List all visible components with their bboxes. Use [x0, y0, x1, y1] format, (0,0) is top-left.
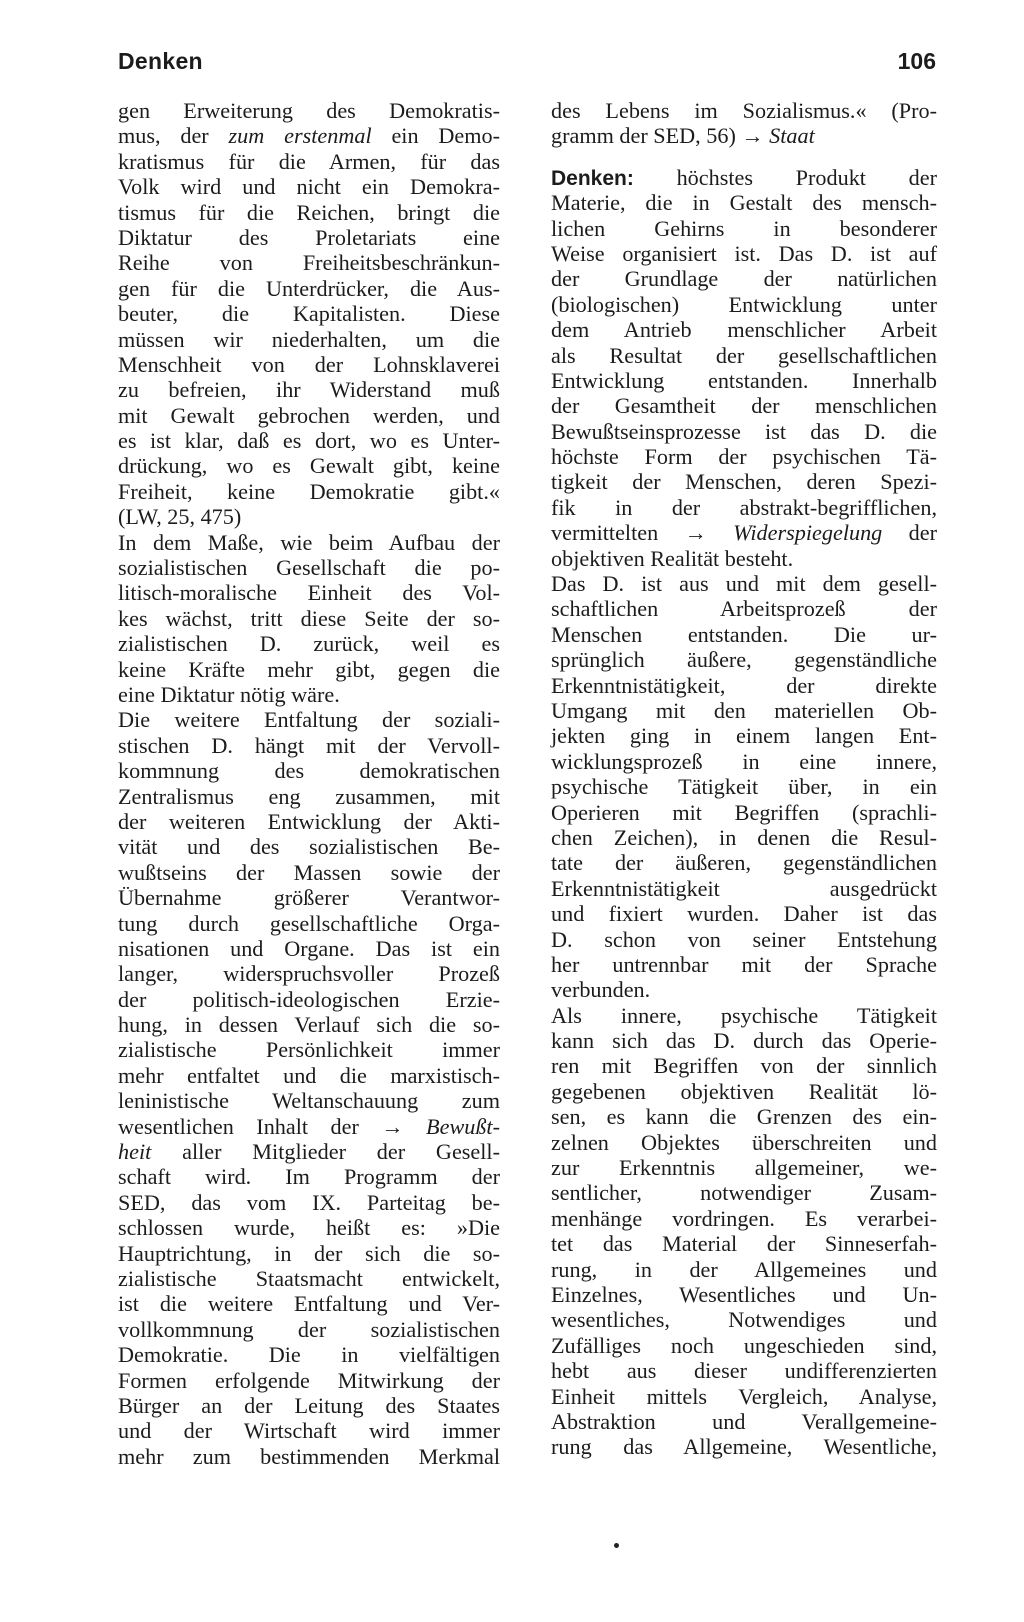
right-text-column [551, 98, 937, 1460]
text-line [118, 225, 500, 250]
text-segment: es ist klar, daß es dort, wo es Unter- [118, 428, 500, 454]
text-line [551, 190, 937, 215]
text-line [551, 469, 937, 494]
text-segment: rung, in der Allgemeines und [551, 1256, 937, 1282]
text-segment: nisationen und Organe. Das ist ein [118, 935, 500, 961]
text-line [118, 707, 500, 732]
text-line [551, 1028, 937, 1053]
text-line [118, 149, 500, 174]
text-line [551, 444, 937, 469]
text-segment: Das D. ist aus und mit dem gesell- [551, 571, 937, 597]
text-line [551, 123, 937, 148]
text-line [118, 580, 500, 605]
text-segment: tet das Material der Sinneserfah- [551, 1231, 937, 1257]
text-segment: sozialistischen Gesellschaft die po- [118, 555, 500, 581]
text-line [551, 977, 937, 1002]
text-segment: sen, es kann die Grenzen des ein- [551, 1104, 937, 1130]
text-line [118, 860, 500, 885]
text-segment: tate der äußeren, gegenständlichen [551, 850, 937, 876]
text-segment: höchstes Produkt der [633, 164, 937, 190]
text-segment: verbunden. [551, 977, 651, 1003]
text-line [118, 1012, 500, 1037]
text-line [118, 200, 500, 225]
text-line [118, 1444, 500, 1469]
text-segment: Abstraktion und Verallgemeine- [551, 1408, 937, 1434]
text-segment: chen Zeichen), in denen die Resul- [551, 824, 937, 850]
paragraph-gap [551, 149, 937, 165]
text-line [118, 250, 500, 275]
text-line [551, 419, 937, 444]
text-line [551, 1409, 937, 1434]
text-segment: Hauptrichtung, in der sich die so- [118, 1240, 500, 1266]
text-line [551, 622, 937, 647]
text-line [118, 834, 500, 859]
text-line [551, 1257, 937, 1282]
text-segment: Einzelnes, Wesentliches und Un- [551, 1281, 937, 1307]
text-line [551, 266, 937, 291]
text-segment: und fixiert wurden. Daher ist das [551, 901, 937, 927]
text-line [551, 1231, 937, 1256]
text-segment: jekten ging in einem langen Ent- [551, 723, 937, 749]
text-segment: Erkenntnistätigkeit ausgedrückt [551, 875, 937, 901]
text-segment: mehr zum bestimmenden Merkmal [118, 1443, 500, 1469]
text-line [118, 1266, 500, 1291]
text-segment: gramm der SED, 56) → [551, 123, 770, 149]
text-segment: leninistische Weltanschauung zum [118, 1088, 500, 1114]
text-segment: zialistische Staatsmacht entwickelt, [118, 1265, 500, 1291]
text-segment: beuter, die Kapitalisten. Diese [118, 301, 500, 327]
text-segment: zur Erkenntnis allgemeiner, we- [551, 1155, 937, 1181]
text-segment: schlossen wurde, heißt es: »Die [118, 1215, 500, 1241]
text-line [118, 301, 500, 326]
left-text-column [118, 98, 500, 1469]
text-line [551, 1180, 937, 1205]
text-line [551, 673, 937, 698]
text-segment: aller Mitglieder der Gesell- [151, 1139, 500, 1165]
text-line [551, 165, 937, 190]
text-segment: Übernahme größerer Verantwor- [118, 885, 500, 911]
text-segment: vität und des sozialistischen Be- [118, 834, 500, 860]
text-line [551, 1434, 937, 1459]
text-segment: vollkommnung der sozialistischen [118, 1316, 500, 1342]
text-line [551, 216, 937, 241]
text-line [118, 1368, 500, 1393]
text-line [551, 317, 937, 342]
text-segment: SED, das vom IX. Parteitag be- [118, 1189, 500, 1215]
text-segment: (LW, 25, 475) [118, 504, 242, 530]
text-segment: Freiheit, keine Demokratie gibt.« [118, 478, 500, 504]
text-line [551, 1003, 937, 1028]
text-line [118, 1393, 500, 1418]
text-segment: Volk wird und nicht ein Demokra- [118, 174, 500, 200]
text-segment: zialistischen D. zurück, weil es [118, 631, 500, 657]
text-segment: Entwicklung entstanden. Innerhalb [551, 367, 937, 393]
text-line [551, 368, 937, 393]
text-segment: tismus für die Reichen, bringt die [118, 199, 500, 225]
text-segment: Demokratie. Die in vielfältigen [118, 1342, 500, 1368]
text-segment: Formen erfolgende Mitwirkung der [118, 1367, 500, 1393]
text-line [551, 393, 937, 418]
text-segment: Diktatur des Proletariats eine [118, 224, 500, 250]
text-line [551, 1358, 937, 1383]
text-line [551, 901, 937, 926]
text-segment: (biologischen) Entwicklung unter [551, 291, 937, 317]
text-line [551, 596, 937, 621]
text-segment: ein Demo- [371, 123, 500, 149]
text-line [118, 987, 500, 1012]
text-segment: der [882, 520, 937, 546]
text-segment: schaftlichen Arbeitsprozeß der [551, 596, 937, 622]
text-line [118, 784, 500, 809]
text-segment: wicklungsprozeß in eine innere, [551, 748, 937, 774]
text-line [118, 530, 500, 555]
text-segment: stischen D. hängt mit der Vervoll- [118, 732, 500, 758]
text-segment: Einheit mittels Vergleich, Analyse, [551, 1383, 937, 1409]
text-segment: kommnung des demokratischen [118, 758, 500, 784]
text-line [551, 698, 937, 723]
text-line [118, 606, 500, 631]
text-segment: als Resultat der gesellschaftlichen [551, 342, 937, 368]
text-segment: Erkenntnistätigkeit, der direkte [551, 672, 937, 698]
running-head-keyword: Denken [118, 48, 203, 74]
text-segment: wußtseins der Massen sowie der [118, 859, 500, 885]
text-segment: lichen Gehirns in besonderer [551, 215, 937, 241]
text-line [551, 749, 937, 774]
text-segment: höchste Form der psychischen Tä- [551, 444, 937, 470]
text-segment: der Gesamtheit der menschlichen [551, 393, 937, 419]
page-header [118, 48, 936, 88]
cross-reference-term: zum erstenmal [228, 123, 372, 149]
text-line [551, 825, 937, 850]
text-segment: mus, der [118, 123, 229, 149]
text-segment: der politisch-ideologischen Erzie- [118, 986, 500, 1012]
text-segment: eine Diktatur nötig wäre. [118, 681, 340, 707]
text-line [551, 723, 937, 748]
text-segment: Zentralismus eng zusammen, mit [118, 783, 500, 809]
text-segment: dem Antrieb menschlicher Arbeit [551, 317, 937, 343]
text-segment: und der Wirtschaft wird immer [118, 1418, 500, 1444]
text-segment: hebt aus dieser undifferenzierten [551, 1358, 937, 1384]
text-line [118, 403, 500, 428]
text-line [551, 495, 937, 520]
text-line [551, 1079, 937, 1104]
text-segment: Umgang mit den materiellen Ob- [551, 697, 937, 723]
text-line [551, 1307, 937, 1332]
text-segment: kann sich das D. durch das Operie- [551, 1028, 937, 1054]
text-line [551, 571, 937, 596]
text-line [118, 504, 500, 529]
text-line [118, 123, 500, 148]
text-line [118, 758, 500, 783]
text-segment: hung, in dessen Verlauf sich die so- [118, 1012, 500, 1038]
text-segment: sentlicher, notwendiger Zusam- [551, 1180, 937, 1206]
text-line [118, 1164, 500, 1189]
text-segment: Menschen entstanden. Die ur- [551, 621, 937, 647]
text-line [118, 1215, 500, 1240]
text-segment: langer, widerspruchsvoller Prozeß [118, 961, 500, 987]
text-line [118, 682, 500, 707]
text-segment: fik in der abstrakt-begrifflichen, [551, 494, 937, 520]
text-segment: Bewußtseinsprozesse ist das D. die [551, 418, 937, 444]
cross-reference-term: Widerspiegelung [733, 520, 883, 546]
text-segment: tung durch gesellschaftliche Orga- [118, 910, 500, 936]
text-line [118, 555, 500, 580]
text-line [118, 631, 500, 656]
text-line [118, 428, 500, 453]
text-line [551, 850, 937, 875]
text-segment: wesentlichen Inhalt der → [118, 1113, 427, 1139]
text-segment: Weise organisiert ist. Das D. ist auf [551, 240, 937, 266]
text-segment: ren mit Begriffen von der sinnlich [551, 1053, 937, 1079]
text-segment: zialistische Persönlichkeit immer [118, 1037, 500, 1063]
text-line [118, 1317, 500, 1342]
cross-reference-term: Staat [769, 123, 815, 149]
text-line [118, 1114, 500, 1139]
text-segment: Als innere, psychische Tätigkeit [551, 1002, 937, 1028]
text-segment: Zufälliges noch ungeschieden sind, [551, 1332, 937, 1358]
text-line [551, 343, 937, 368]
text-line [118, 911, 500, 936]
text-line [551, 876, 937, 901]
text-line [551, 292, 937, 317]
text-line [118, 1088, 500, 1113]
text-segment: der weiteren Entwicklung der Akti- [118, 808, 500, 834]
text-line [551, 774, 937, 799]
text-line [118, 479, 500, 504]
text-line [118, 1241, 500, 1266]
text-segment: Reihe von Freiheitsbeschränkun- [118, 250, 500, 276]
text-segment: Menschheit von der Lohnsklaverei [118, 351, 500, 377]
text-line [118, 1037, 500, 1062]
cross-reference-term: heit [118, 1139, 152, 1165]
text-line [118, 174, 500, 199]
text-line [118, 657, 500, 682]
text-segment: rung das Allgemeine, Wesentliche, [551, 1434, 937, 1460]
text-line [118, 961, 500, 986]
text-line [551, 1333, 937, 1358]
page-mark [614, 1543, 619, 1548]
text-segment: objektiven Realität besteht. [551, 545, 794, 571]
text-line [118, 885, 500, 910]
text-segment: des Lebens im Sozialismus.« (Pro- [551, 98, 937, 123]
text-line [551, 1130, 937, 1155]
text-segment: keine Kräfte mehr gibt, gegen die [118, 656, 500, 682]
text-line [551, 927, 937, 952]
text-line [118, 809, 500, 834]
text-segment: schaft wird. Im Programm der [118, 1164, 500, 1190]
text-segment: her untrennbar mit der Sprache [551, 951, 937, 977]
text-line [551, 1155, 937, 1180]
text-line [118, 936, 500, 961]
text-line [118, 1063, 500, 1088]
text-line [551, 647, 937, 672]
text-segment: sprünglich äußere, gegenständliche [551, 647, 937, 673]
text-segment: zu befreien, ihr Widerstand muß [118, 377, 500, 403]
text-segment: menhänge vordringen. Es verarbei- [551, 1205, 937, 1231]
text-segment: müssen wir niederhalten, um die [118, 326, 500, 352]
text-line [118, 1291, 500, 1316]
text-segment: gegebenen objektiven Realität lö- [551, 1078, 937, 1104]
text-line [551, 1206, 937, 1231]
text-segment: drückung, wo es Gewalt gibt, keine [118, 453, 500, 479]
text-line [551, 98, 937, 123]
text-line [118, 1139, 500, 1164]
text-segment: tigkeit der Menschen, deren Spezi- [551, 469, 937, 495]
text-line [118, 1418, 500, 1443]
text-segment: Die weitere Entfaltung der soziali- [118, 707, 500, 733]
text-line [118, 327, 500, 352]
text-segment: In dem Maße, wie beim Aufbau der [118, 529, 500, 555]
cross-reference-term: Bewußt- [426, 1113, 500, 1139]
text-segment: gen Erweiterung des Demokratis- [118, 98, 500, 123]
text-segment: vermittelten → [551, 520, 734, 546]
text-segment: psychische Tätigkeit über, in ein [551, 774, 937, 800]
text-line [118, 1190, 500, 1215]
text-line [551, 952, 937, 977]
text-line [118, 98, 500, 123]
text-segment: kratismus für die Armen, für das [118, 148, 500, 174]
text-segment: der Grundlage der natürlichen [551, 266, 937, 292]
text-line [118, 733, 500, 758]
text-line [118, 1342, 500, 1367]
text-segment: Bürger an der Leitung des Staates [118, 1392, 500, 1418]
text-segment: mit Gewalt gebrochen werden, und [118, 402, 500, 428]
text-line [551, 241, 937, 266]
text-line [551, 1104, 937, 1129]
text-line [551, 1282, 937, 1307]
text-segment: Materie, die in Gestalt des mensch- [551, 190, 937, 216]
text-line [118, 276, 500, 301]
page-number: 106 [897, 48, 936, 74]
text-segment: Operieren mit Begriffen (sprachli- [551, 799, 937, 825]
text-segment: gen für die Unterdrücker, die Aus- [118, 275, 500, 301]
text-segment: litisch-moralische Einheit des Vol- [118, 580, 500, 606]
text-segment: wesentliches, Notwendiges und [551, 1307, 937, 1333]
text-line [118, 352, 500, 377]
text-segment: kes wächst, tritt diese Seite der so- [118, 605, 500, 631]
text-line [551, 1384, 937, 1409]
text-line [118, 377, 500, 402]
text-segment: D. schon von seiner Entstehung [551, 926, 937, 952]
text-line [551, 1053, 937, 1078]
text-segment: zelnen Objektes überschreiten und [551, 1129, 937, 1155]
entry-lemma: Denken: [551, 166, 634, 190]
text-line [551, 800, 937, 825]
text-line [118, 453, 500, 478]
text-line [551, 520, 937, 545]
text-segment: mehr entfaltet und die marxistisch- [118, 1062, 500, 1088]
text-segment: ist die weitere Entfaltung und Ver- [118, 1291, 500, 1317]
text-line [551, 546, 937, 571]
